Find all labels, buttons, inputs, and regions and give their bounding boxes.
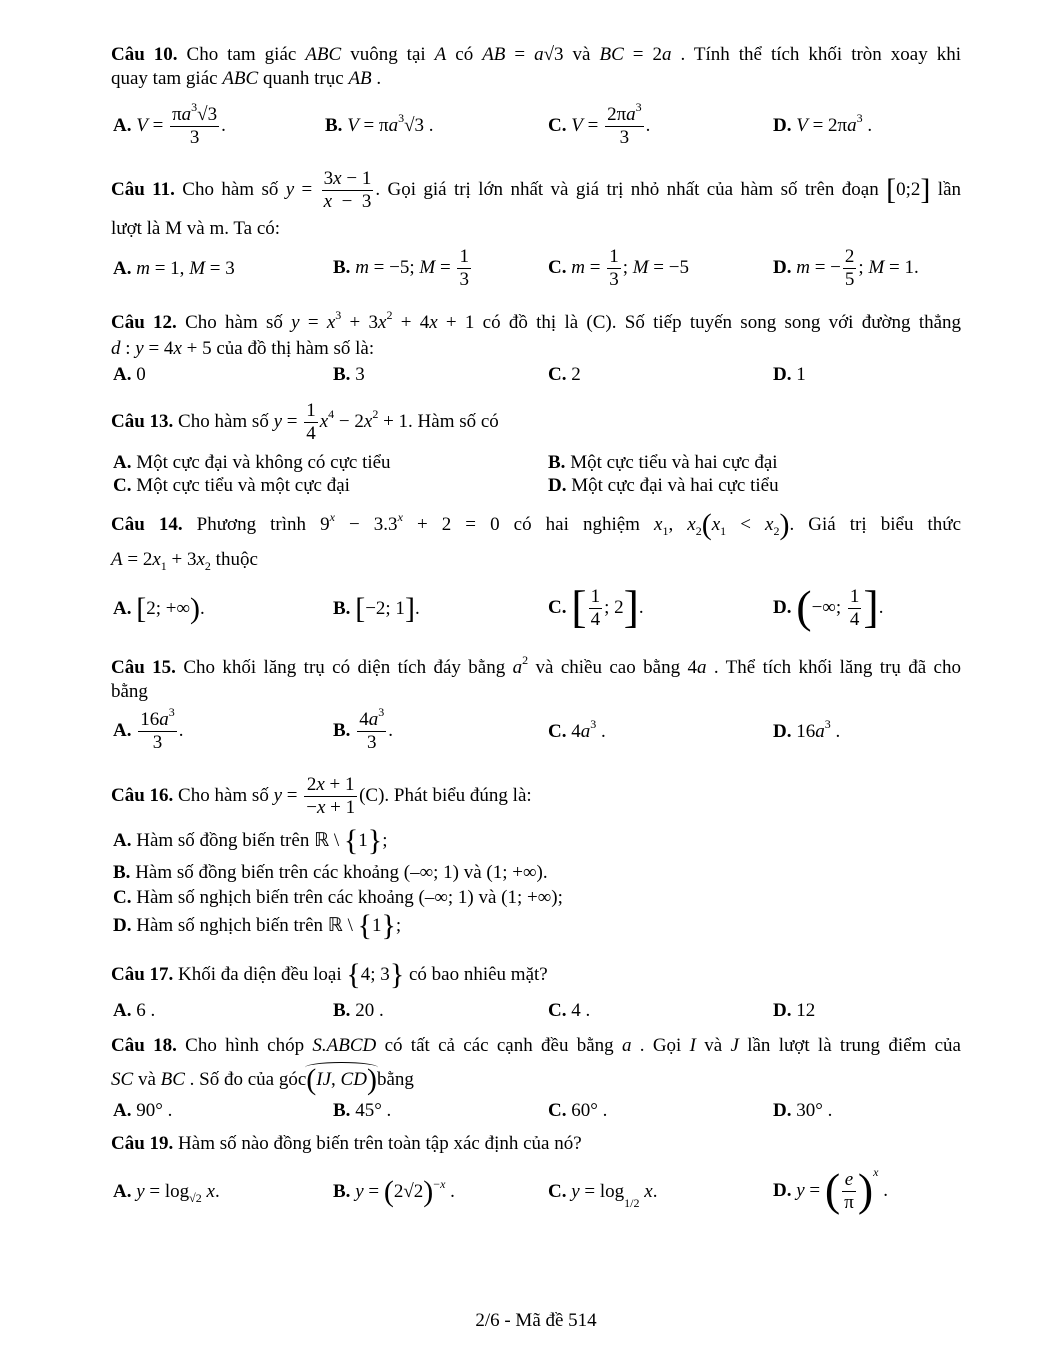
question-15-option-b: B. $\frac{4a^3}{3}$ .: [333, 705, 393, 753]
question-12-label: Câu 12.: [111, 312, 177, 333]
question-19-option-a: A. $y = \log_{√2} x$.: [113, 1181, 220, 1205]
question-18-line2: SC và BC . Số đo của góc(IJ, CD)bằng: [111, 1063, 414, 1096]
question-17-option-b: B. 20 .: [333, 1000, 384, 1021]
question-19-option-d: D. y = ( $\frac{e}{\pi}$ )$^x$ .: [773, 1163, 888, 1215]
question-18-option-a: A. 90° .: [113, 1100, 173, 1121]
question-18-option-c: C. 60° .: [548, 1100, 608, 1121]
question-15-option-c: C. $4a^3$ .: [548, 717, 606, 742]
question-14-line2: $A = 2x_1 + 3x_2$ thuộc: [111, 549, 258, 573]
question-16-line1: Câu 16. Cho hàm số y = $\frac{2x + 1}{-x + 1}$ (C). Phát biểu đúng là:: [111, 774, 532, 818]
question-17-label: Câu 17.: [111, 964, 174, 985]
question-13-option-b: B. Một cực tiểu và hai cực đại: [548, 452, 778, 473]
question-11-option-c: C. m = $\frac{1}{3}$ ; M = −5: [548, 246, 689, 290]
angle-arc: (IJ, CD): [306, 1063, 377, 1096]
question-13-option-a: A. Một cực đại và không có cực tiểu: [113, 452, 391, 473]
question-11-option-a: A. m = 1, M = 3: [113, 258, 235, 279]
question-11-line2: lượt là M và m. Ta có:: [111, 218, 281, 239]
question-10-label: Câu 10.: [111, 44, 178, 65]
question-13-line1: Câu 13. Cho hàm số y = $\frac{1}{4}$ $x^4 - 2x^2 + 1$. Hàm số có: [111, 400, 499, 444]
question-12-option-d: D. 1: [773, 364, 806, 385]
question-12-option-a: A. 0: [113, 364, 146, 385]
question-10-option-d: D. $V = 2\pi a^3$ .: [773, 111, 873, 136]
question-19-label: Câu 19.: [111, 1133, 174, 1154]
question-12-option-b: B. 3: [333, 364, 365, 385]
question-16-option-c: C. Hàm số nghịch biến trên các khoảng (–∞; 1) và (1; +∞);: [113, 887, 563, 908]
question-19-line1: Câu 19. Hàm số nào đồng biến trên toàn tập xác định của nó?: [111, 1133, 582, 1154]
question-12-line2: d : y = 4x + 5 của đồ thị hàm số là:: [111, 338, 375, 359]
question-17-line1: Câu 17. Khối đa diện đều loại {4; 3} có bao nhiêu mặt?: [111, 958, 548, 991]
question-14-label: Câu 14.: [111, 514, 183, 535]
question-10-option-a: A. V = $\frac{\pi a^3√3}{3}$ .: [113, 100, 226, 148]
question-10-option-b: B. $V = \pi a^3√3$ .: [325, 111, 434, 136]
question-16-option-b: B. Hàm số đồng biến trên các khoảng (–∞; 1) và (1; +∞).: [113, 862, 548, 883]
question-16-label: Câu 16.: [111, 784, 174, 806]
question-14-option-c: C. [ $\frac{1}{4}$ ; 2].: [548, 580, 644, 632]
question-17-option-d: D. 12: [773, 1000, 816, 1021]
question-15-option-d: D. $16a^3$ .: [773, 717, 841, 742]
question-14-line1: Câu 14. Phương trình $9^x - 3.3^x + 2 = 0$ có hai nghiệm $x_1$, $x_2(x_1 < x_2)$. Giá trị biểu thức: [111, 508, 962, 541]
page-footer: 2/6 - Mã đề 514: [475, 1310, 597, 1331]
question-15-label: Câu 15.: [111, 657, 176, 678]
question-10-line1: Câu 10. Cho tam giác ABC vuông tại A có AB = a√3 và BC = 2a . Tính thể tích khối tròn xoay khi: [111, 44, 961, 65]
question-10-line2: quay tam giác ABC quanh trục AB .: [111, 68, 382, 89]
question-15-option-a: A. $\frac{16a^3}{3}$ .: [113, 705, 184, 753]
question-19-option-b: B. $y = (2√2)^{-x}$ .: [333, 1175, 455, 1208]
question-11-option-b: B. m = −5; M = $\frac{1}{3}$: [333, 246, 469, 290]
question-17-option-c: C. 4 .: [548, 1000, 591, 1021]
question-10-option-c: C. V = $\frac{2\pi a^3}{3}$ .: [548, 100, 651, 148]
question-17-option-a: A. 6 .: [113, 1000, 156, 1021]
question-18-option-b: B. 45° .: [333, 1100, 392, 1121]
question-13-label: Câu 13.: [111, 410, 174, 432]
question-15-line1: Câu 15. Cho khối lăng trụ có diện tích đáy bằng $a^2$ và chiều cao bằng 4a . Thể tích khối lăng trụ đã cho: [111, 653, 961, 678]
question-11-option-d: D. m = − $\frac{2}{5}$ ; M = 1.: [773, 246, 919, 290]
question-11-label: Câu 11.: [111, 178, 175, 200]
question-16-option-a: A. Hàm số đồng biến trên ℝ \ {1};: [113, 824, 388, 857]
question-14-option-a: A. [2; +∞).: [113, 592, 205, 625]
exam-page: [111, 0, 961, 1348]
question-18-label: Câu 18.: [111, 1035, 177, 1056]
question-12-option-c: C. 2: [548, 364, 581, 385]
question-14-option-d: D. (−∞; $\frac{1}{4}$ ].: [773, 580, 884, 632]
question-14-option-b: B. [−2; 1].: [333, 592, 420, 625]
question-13-option-d: D. Một cực đại và hai cực tiểu: [548, 475, 779, 496]
question-13-option-c: C. Một cực tiểu và một cực đại: [113, 475, 350, 496]
question-12-line1: Câu 12. Cho hàm số $y = x^3 + 3x^2 + 4x + 1$ có đồ thị là (C). Số tiếp tuyến song song với đường thẳng: [111, 308, 962, 333]
question-18-option-d: D. 30° .: [773, 1100, 833, 1121]
question-11-line1: Câu 11. Cho hàm số y = $\frac{3x - 1}{x - 3}$ . Gọi giá trị lớn nhất và giá trị nhỏ nhất của hàm số trên đoạn [0;2] lần: [111, 168, 962, 212]
question-19-option-c: C. $y = \log_{1/2} x$.: [548, 1181, 658, 1210]
question-16-option-d: D. Hàm số nghịch biến trên ℝ \ {1};: [113, 909, 402, 942]
question-15-line2: bằng: [111, 681, 148, 702]
question-18-line1: Câu 18. Cho hình chóp S.ABCD có tất cả các cạnh đều bằng a . Gọi I và J lần lượt là trung điểm của: [111, 1035, 961, 1056]
